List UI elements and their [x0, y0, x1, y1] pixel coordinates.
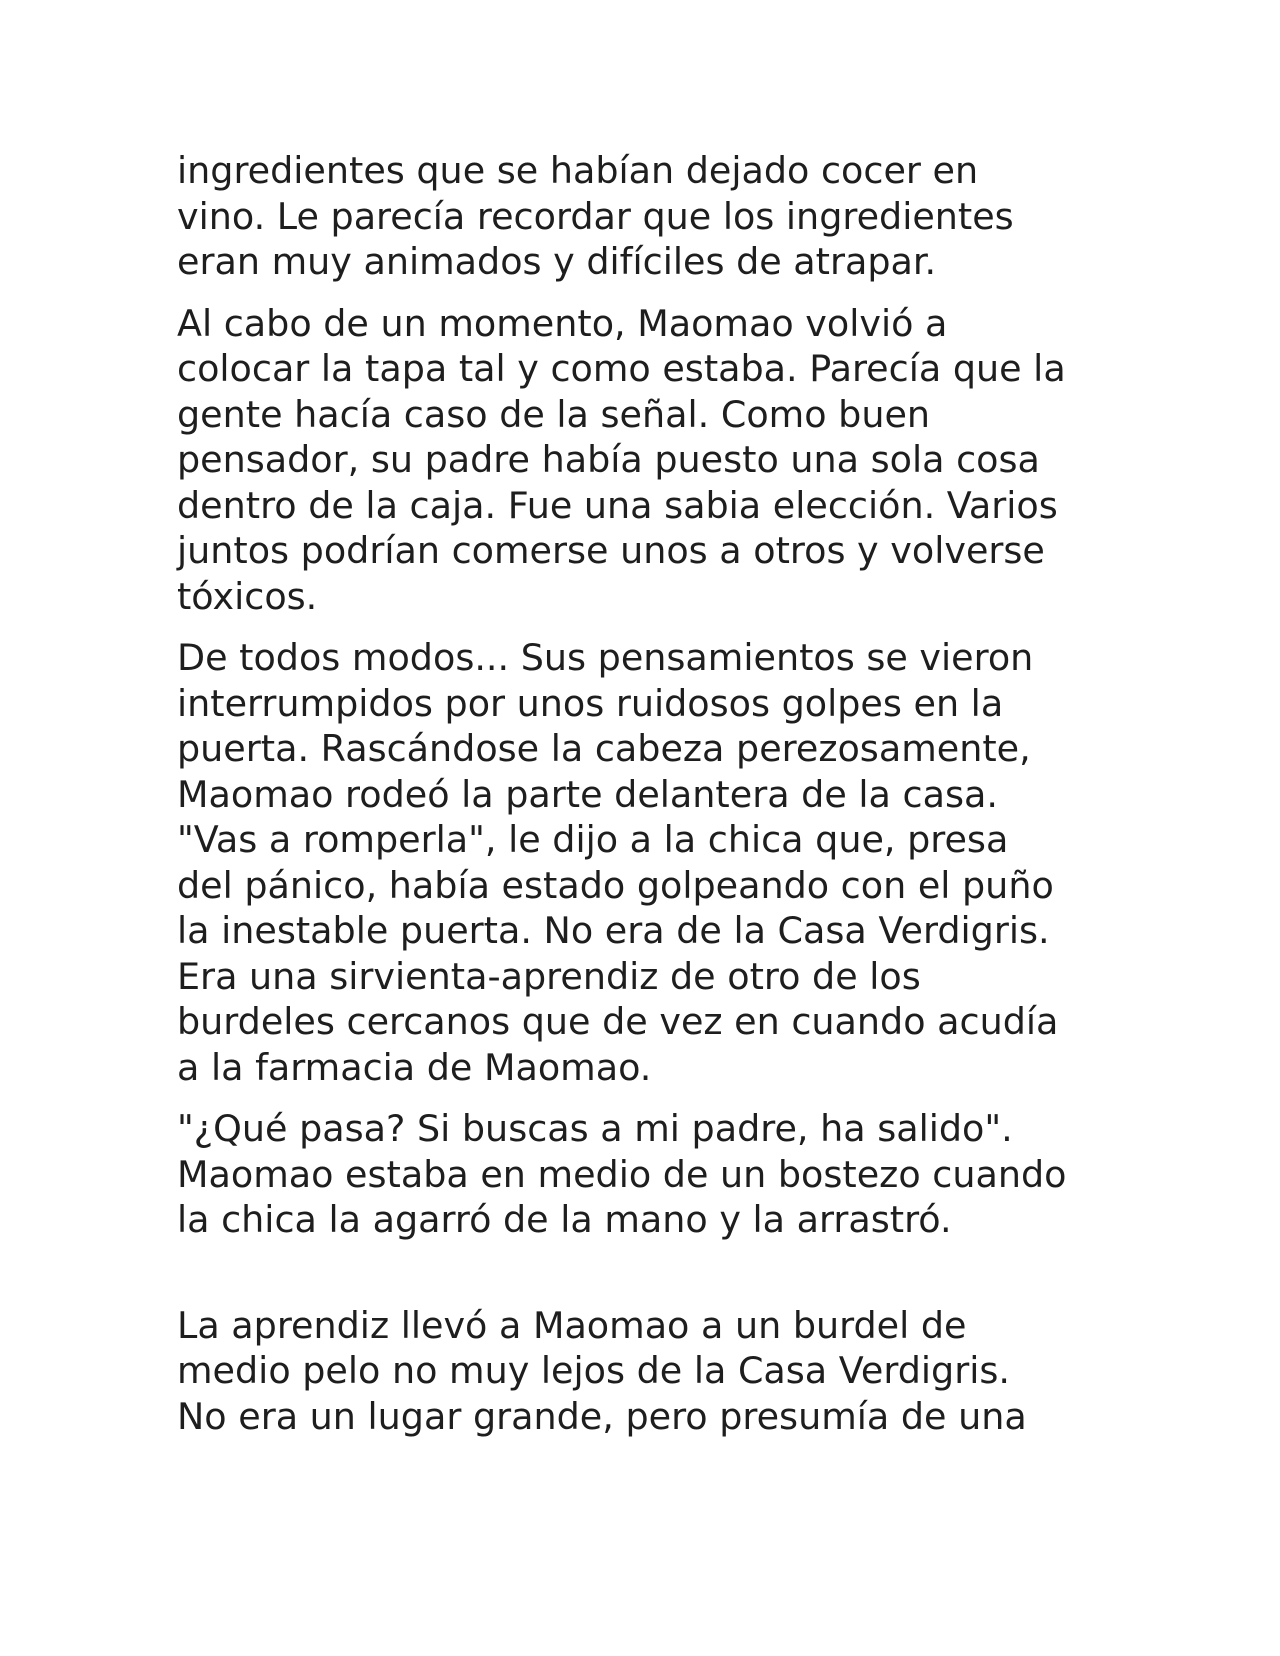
text-line: Al cabo de un momento, Maomao volvió a [177, 301, 948, 345]
paragraph [177, 301, 1177, 620]
text-line: tóxicos. [177, 574, 318, 618]
paragraph [177, 1106, 1177, 1243]
text-line: No era un lugar grande, pero presumía de una [177, 1394, 1027, 1438]
text-line: dentro de la caja. Fue una sabia elección. Varios [177, 483, 1058, 527]
text-line: gente hacía caso de la señal. Como buen [177, 392, 931, 436]
text-line: interrumpidos por unos ruidosos golpes en la [177, 681, 1004, 725]
paragraph [177, 635, 1177, 1090]
text-line: "Vas a romperla", le dijo a la chica que, presa [177, 818, 1009, 861]
text-line: vino. Le parecía recordar que los ingredientes [177, 194, 1014, 238]
text-line: medio pelo no muy lejos de la Casa Verdigris. [177, 1349, 1010, 1392]
text-line: a la farmacia de Maomao. [177, 1045, 652, 1089]
text-line: la chica la agarró de la mano y la arrastró. [177, 1198, 952, 1241]
text-line: Era una sirvienta-aprendiz de otro de los [177, 954, 921, 998]
text-line: eran muy animados y difíciles de atrapar. [177, 240, 937, 283]
text-line: del pánico, había estado golpeando con el puño [177, 863, 1054, 907]
text-line: colocar la tapa tal y como estaba. Parecía que la [177, 347, 1066, 390]
text-line: De todos modos... Sus pensamientos se vieron [177, 636, 1034, 679]
text-line: burdeles cercanos que de vez en cuando acudía [177, 1000, 1059, 1043]
paragraph [177, 1303, 1177, 1440]
text-line: pensador, su padre había puesto una sola cosa [177, 438, 1040, 481]
body-text [177, 148, 1177, 1455]
paragraph [177, 148, 1177, 285]
text-line: Maomao rodeó la parte delantera de la casa. [177, 772, 998, 816]
text-line: puerta. Rascándose la cabeza perezosamente, [177, 727, 1031, 770]
text-line: la inestable puerta. No era de la Casa Verdigris. [177, 909, 1050, 952]
text-line: "¿Qué pasa? Si buscas a mi padre, ha salido". [177, 1107, 1013, 1150]
text-line: La aprendiz llevó a Maomao a un burdel de [177, 1303, 967, 1347]
text-line: ingredientes que se habían dejado cocer en [177, 149, 979, 192]
text-line: Maomao estaba en medio de un bostezo cuando [177, 1152, 1067, 1196]
text-line: juntos podrían comerse unos a otros y volverse [177, 529, 1045, 572]
